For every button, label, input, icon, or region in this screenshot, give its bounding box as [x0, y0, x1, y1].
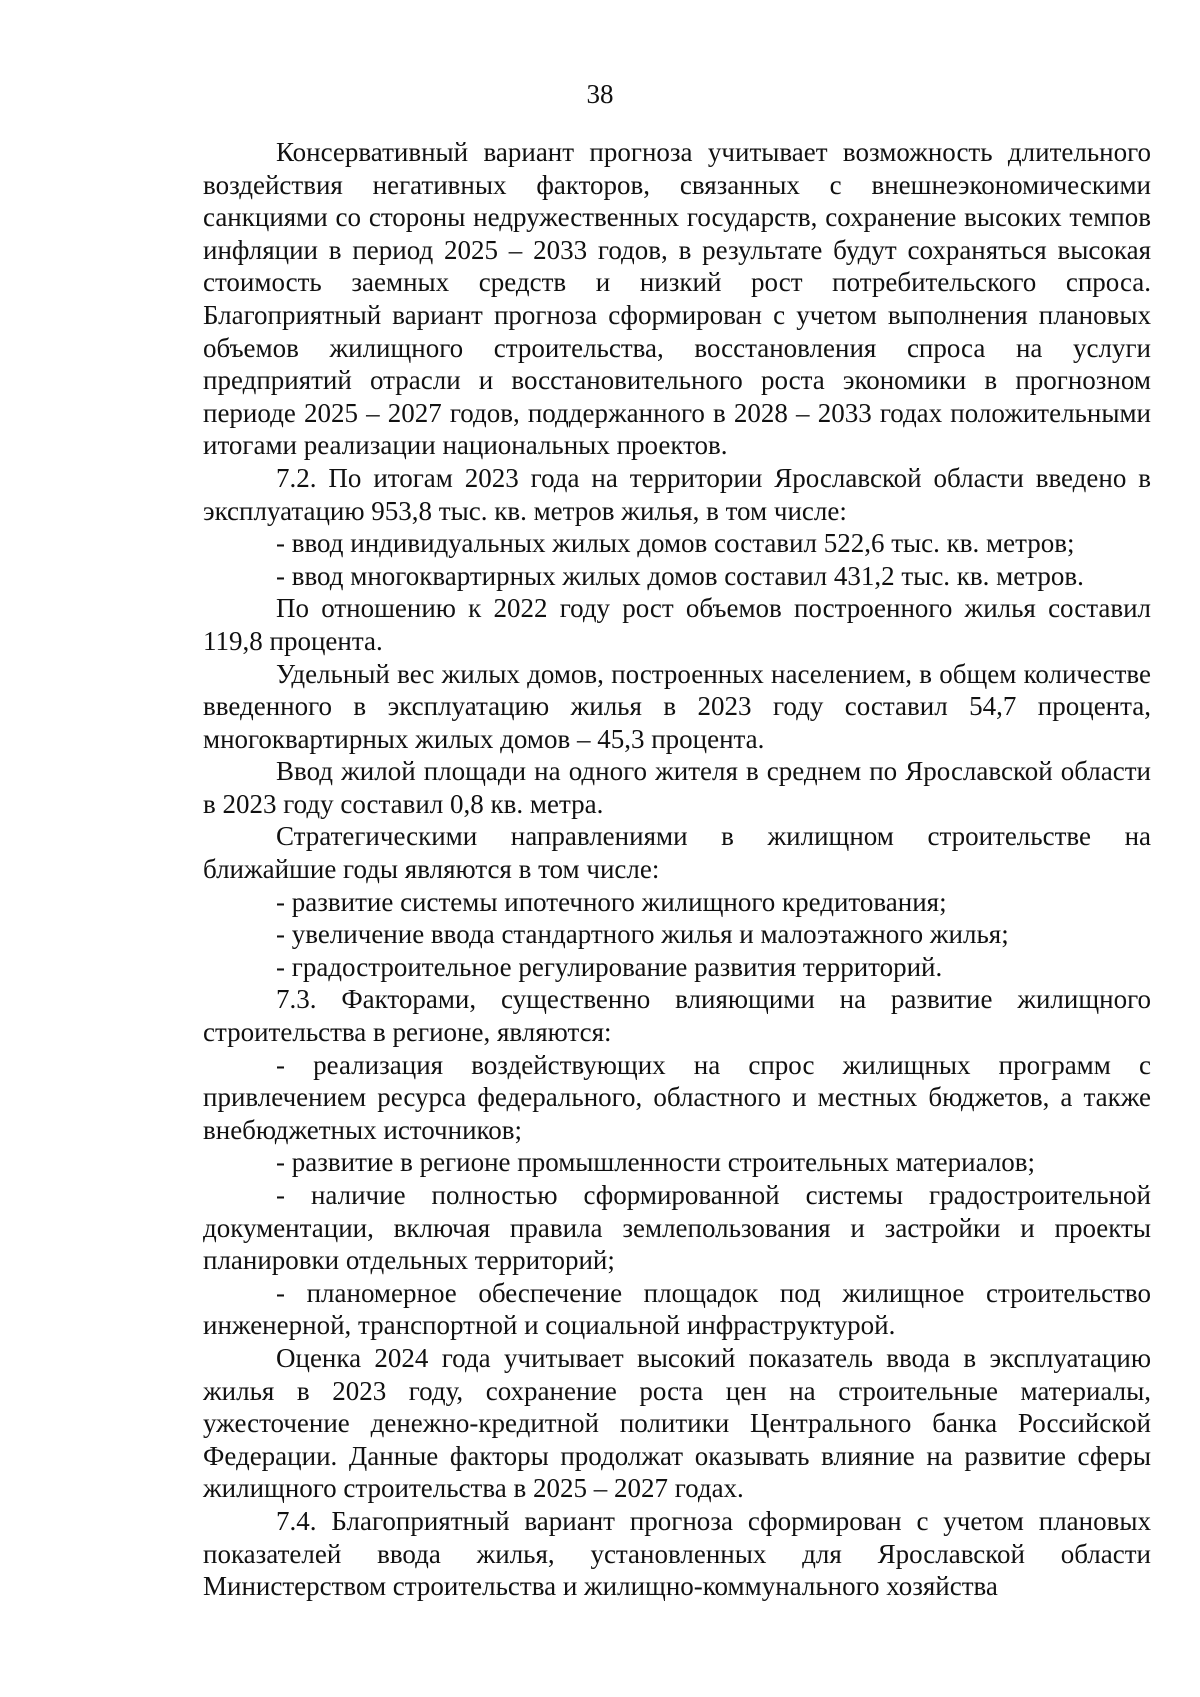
- paragraph-7-2: 7.2. По итогам 2023 года на территории Ярославской области введено в эксплуатацию 953,8 тыс. кв. метров жилья, в том числе:: [203, 462, 1151, 526]
- paragraph-per-resident: Ввод жилой площади на одного жителя в среднем по Ярославской области в 2023 году составил 0,8 кв. метра.: [203, 756, 1151, 819]
- paragraph-growth-2022: По отношению к 2022 году рост объемов построенного жилья составил 119,8 процента.: [203, 593, 1151, 656]
- list-item-urban-documentation: - наличие полностью сформированной системы градостроительной документации, включая правила землепользования и застройки и проекты планировки отдельных территорий;: [203, 1180, 1151, 1276]
- paragraph-share: Удельный вес жилых домов, построенных населением, в общем количестве введенного в эксплуатацию жилья в 2023 году составил 54,7 процента, многоквартирных жилых домов – 45,3 процента.: [203, 658, 1151, 754]
- list-item-infrastructure: - планомерное обеспечение площадок под жилищное строительство инженерной, транспортной и социальной инфраструктурой.: [203, 1277, 1151, 1341]
- list-item-standard-housing: - увеличение ввода стандартного жилья и малоэтажного жилья;: [276, 919, 1009, 950]
- paragraph-estimate-2024: Оценка 2024 года учитывает высокий показатель ввода в эксплуатацию жилья в 2023 году, сохранение роста цен на строительные материалы, ужесточение денежно-кредитной политики Центрального банка Российской Федерации. Данные факторы продолжат оказывать влияние на развитие сферы жилищного строительства в 2025 – 2027 годах.: [203, 1342, 1151, 1504]
- list-item-mortgage: - развитие системы ипотечного жилищного кредитования;: [276, 886, 947, 917]
- list-item-building-materials: - развитие в регионе промышленности строительных материалов;: [276, 1147, 1036, 1178]
- page-number: 38: [586, 79, 614, 109]
- list-item-housing-programs: - реализация воздействующих на спрос жилищных программ с привлечением ресурса федерального, областного и местных бюджетов, а также внебюджетных источников;: [203, 1049, 1151, 1145]
- paragraph-7-3: 7.3. Факторами, существенно влияющими на развитие жилищного строительства в регионе, являются:: [203, 984, 1151, 1048]
- paragraph-strategic-directions: Стратегическими направлениями в жилищном строительстве на ближайшие годы являются в том числе:: [203, 821, 1151, 885]
- list-item-individual-houses: - ввод индивидуальных жилых домов составил 522,6 тыс. кв. метров;: [276, 528, 1075, 559]
- document-body: [203, 136, 1151, 1603]
- list-item-urban-regulation: - градостроительное регулирование развития территорий.: [276, 951, 943, 982]
- list-item-apartment-houses: - ввод многоквартирных жилых домов составил 431,2 тыс. кв. метров.: [276, 560, 1084, 591]
- paragraph-scenarios: Консервативный вариант прогноза учитывает возможность длительного воздействия негативных факторов, связанных с внешнеэкономическими санкциями со стороны недружественных государств, сохранение высоких темпов инфляции в период 2025 – 2033 годов, в результате будут сохраняться высокая стоимость заемных средств и низкий рост потребительского спроса. Благоприятный вариант прогноза сформирован с учетом выполнения плановых объемов жилищного строительства, восстановления спроса на услуги предприятий отрасли и восстановительного роста экономики в прогнозном периоде 2025 – 2027 годов, поддержанного в 2028 – 2033 годах положительными итогами реализации национальных проектов.: [203, 137, 1151, 461]
- paragraph-7-4: 7.4. Благоприятный вариант прогноза сформирован с учетом плановых показателей ввода жилья, установленных для Ярославской области Министерством строительства и жилищно-коммунального хозяйства: [203, 1505, 1151, 1602]
